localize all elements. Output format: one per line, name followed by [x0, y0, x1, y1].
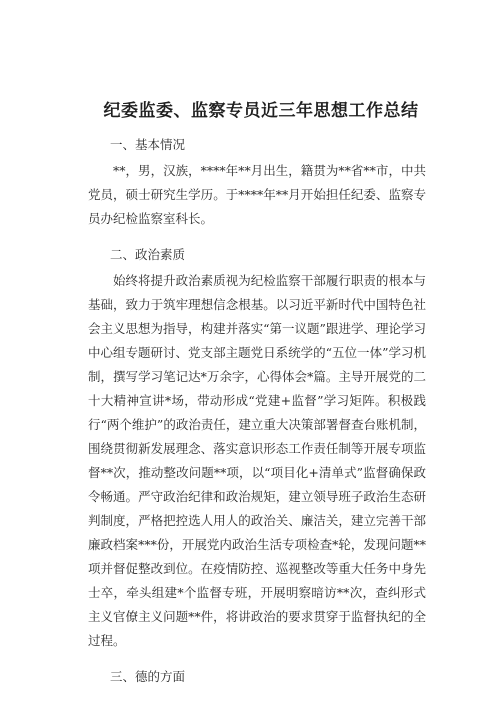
section-heading-basic: 一、基本情况 [110, 137, 186, 152]
section-paragraph-basic: **，男，汉族，****年**月出生，籍贯为**省**市，中共党员，硕士研究生学历。于****年**月开始担任纪委、监察专员办纪检监察室科长。 [88, 163, 426, 226]
document-title: 纪委监委、监察专员近三年思想工作总结 [103, 101, 419, 121]
section-paragraph-political: 始终将提升政治素质视为纪检监察干部履行职责的根本与基础，致力于筑牢理想信念根基。以习近平新时代中国特色社会主义思想为指导，构建并落实“第一议题”跟进学、理论学习中心组专题研讨、党支部主题党日系统学的“五位一体”学习机制，撰写学习笔记达*万余字，心得体会*篇。主导开展党的二十大精神宣讲*场，带动形成“党建+监督”学习矩阵。积极践行“两个维护”的政治责任，建立重大决策部署督查台账机制，围绕贯彻新发展理念、落实意识形态工作责任制等开展专项监督**次，推动整改问题**项，以“项目化+清单式”监督确保政令畅通。严守政治纪律和政治规矩，建立领导班子政治生态研判制度，严格把控选人用人的政治关、廉洁关，建立完善干部廉政档案***份，开展党内政治生活专项检查*轮，发现问题**项并督促整改到位。在疫情防控、巡视整改等重大任务中身先士卒，牵头组建*个监督专班，开展明察暗访**次，查纠形式主义官僚主义问题**件，将讲政治的要求贯穿于监督执纪的全过程。 [88, 273, 426, 648]
section-heading-political: 二、政治素质 [110, 247, 186, 262]
section-heading-morality: 三、德的方面 [110, 669, 186, 684]
